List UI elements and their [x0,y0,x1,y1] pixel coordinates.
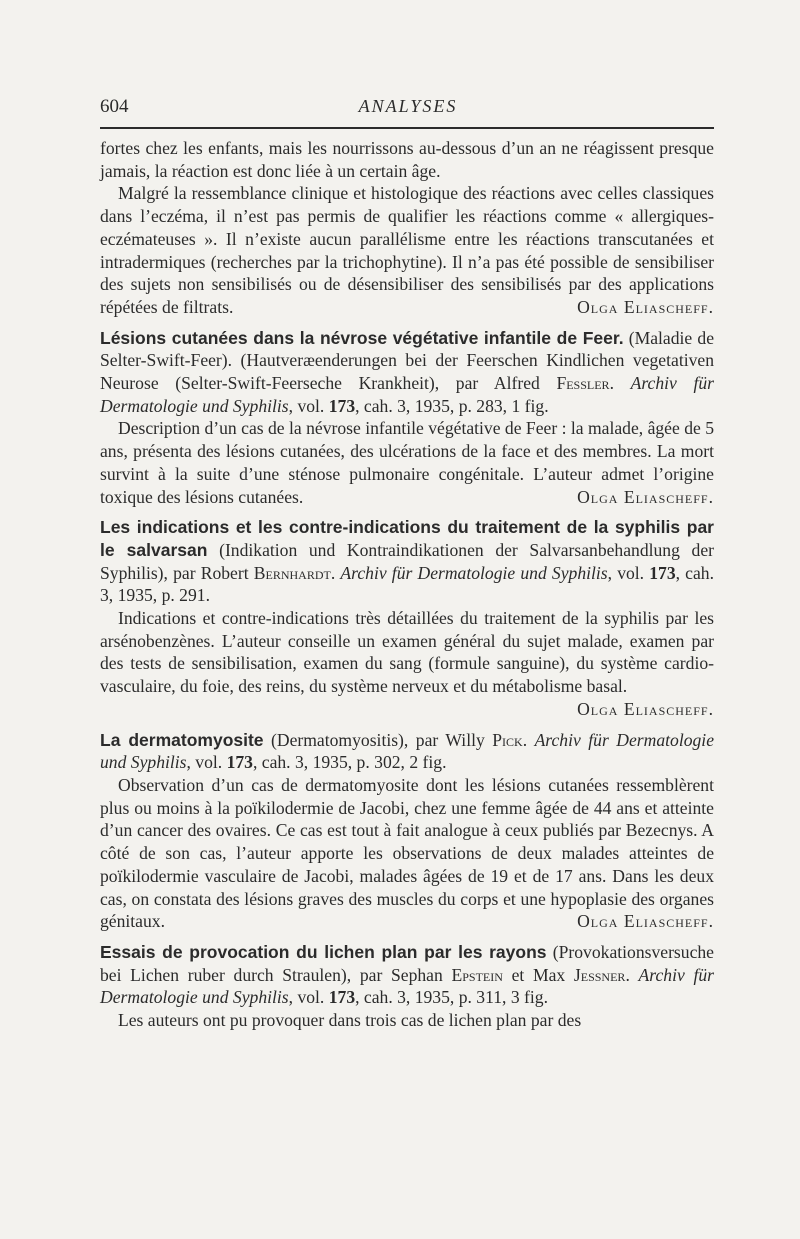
signature: Olga Eliascheff. [577,698,714,719]
header-rule [100,127,714,129]
entry-reference-sep: . [609,373,631,394]
entry-title: Lésions cutanées dans la névrose végétative infantile de Feer. [100,327,624,348]
intro-paragraph-2-text: Malgré la ressemblance clinique et histologique des réactions avec celles classiques dans l’eczéma, il n’est pas permis de qualifier les réactions comme « allergiques-eczémateuses ». Il n’existe aucun parallélisme entre les réactions transcutanées et intradermiques (recherches par la trichophytine). Il n’a pas été possible de sensibiliser des sujets non sensibilisés ou de désensibiliser des sensibilisés par des applications répétées de filtrats. [100,183,714,317]
review-entry-4 [100,941,714,1032]
entry-heading [100,729,714,774]
entry-reference: (Indikation und Kontraindikationen der Salvarsanbehandlung der Syphilis), par Robert [100,539,714,583]
entry-reference-pages: , cah. 3, 1935, p. 311, 3 fig. [355,987,548,1008]
signature: Olga Eliascheff. [577,296,714,317]
intro-paragraph-1: fortes chez les enfants, mais les nourrissons au-dessous d’un an ne réagissent presque jamais, la réaction est donc liée à un certain âge. [100,138,714,181]
entry-reference-vol: , vol. [607,562,650,583]
entry-journal: Archiv für Dermatologie und Syphilis [340,562,608,583]
entry-reference-vol: , vol. [186,752,227,773]
entry-author: Epstein [451,964,503,985]
entry-author: Bernhardt [253,562,331,583]
entry-title: Essais de provocation du lichen plan par les rayons [100,941,547,962]
entry-reference-pages: , cah. 3, 1935, p. 302, 2 fig. [252,752,447,773]
page-content [100,137,714,1032]
entry-volume: 173 [226,752,253,773]
review-entry-1 [100,327,714,509]
entry-title: La dermatomyosite [100,729,264,750]
intro-paragraph-2 [100,182,714,318]
entry-reference-sep: . [625,964,639,985]
entry-author-2: Jessner [573,964,626,985]
page-number: 604 [100,96,129,117]
entry-author: Fessler [556,373,610,394]
entry-reference: (Dermatomyositis), par Willy [263,729,493,750]
entry-body [100,774,714,933]
entry-body: Indications et contre-indications très détaillées du traitement de la syphilis par les arsénobenzènes. L’auteur conseille un examen général du sujet malade, examen par des tests de sensibilisation, examen du sang (formule sanguine), du système cardio-vasculaire, du foie, des reins, du système nerveux et du métabolisme basal. [100,608,714,697]
entry-body-text: Description d’un cas de la névrose infantile végétative de Feer : la malade, âgée de 5 ans, présenta des lésions cutanées, des ulcérations de la face et des membres. La mort survint à la suite d’une sténose pulmonaire congénitale. L’auteur admet l’origine toxique des lésions cutanées. [100,418,714,507]
entry-body-text: Observation d’un cas de dermatomyosite dont les lésions cutanées ressemblèrent plus ou moins à la poïkilodermie de Jacobi, chez une femme âgée de 44 ans et atteinte d’un cancer des ovaires. Ce cas est tout à fait analogue à ceux publiés par Bezecnys. A côté de son cas, l’auteur apporte les observations de deux malades atteintes de poïkilodermie vasculaire de Jacobi, malades âgées de 19 et de 17 ans. Dans les deux cas, on constata des lésions graves des muscles du corps et une hypoplasie des organes génitaux. [100,774,714,932]
page-header [100,92,716,122]
entry-volume: 173 [328,395,356,416]
entry-author: Pick [492,729,523,750]
entry-body: Les auteurs ont pu provoquer dans trois cas de lichen plan par des [118,1010,582,1031]
entry-heading [100,327,714,418]
entry-reference-sep: . [522,729,535,750]
review-entry-2 [100,516,714,720]
entry-journal: Archiv für Dermatologie und Syphilis [100,373,714,416]
entry-reference: (Provokationsversuche bei Lichen ruber durch Straulen), par Sephan [100,941,714,985]
entry-volume: 173 [328,987,356,1008]
entry-heading [100,516,714,607]
running-title: ANALYSES [358,96,458,116]
entry-journal: Archiv für Dermatologie und Syphilis [100,964,714,1008]
signature: Olga Eliascheff. [577,486,714,507]
entry-journal: Archiv für Dermatologie und Syphilis [100,729,714,773]
entry-reference-pages: , cah. 3, 1935, p. 283, 1 fig. [355,395,549,416]
entry-reference-vol: , vol. [288,395,329,416]
entry-reference: (Maladie de Selter-Swift-Feer). (Hautveræenderungen bei der Feerschen Kindlichen vegetativen Neurose (Selter-Swift-Feerseche Krankheit), par Alfred [100,327,714,394]
entry-reference-vol: , vol. [288,987,329,1008]
signature: Olga Eliascheff. [577,911,714,932]
entry-body [100,417,714,508]
entry-heading [100,941,714,1009]
entry-title: Les indications et les contre-indications du traitement de la syphilis par le salvarsan [100,517,714,560]
entry-reference-pages: , cah. 3, 1935, p. 291. [100,562,714,606]
entry-reference-sep: . [330,562,341,583]
entry-volume: 173 [649,562,676,583]
review-entry-3 [100,729,714,933]
entry-reference-and: et Max [502,964,574,985]
